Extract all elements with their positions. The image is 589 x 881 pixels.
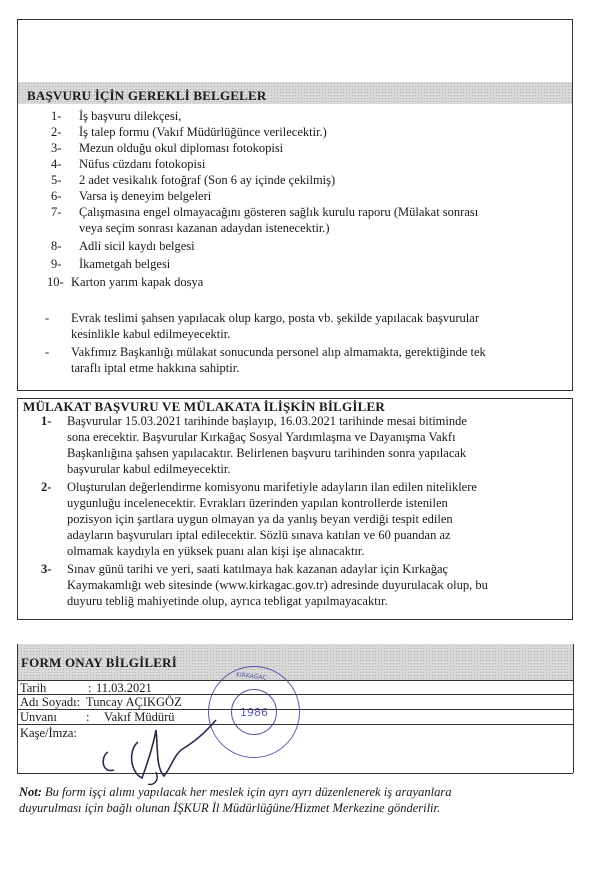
documents-title: BAŞVURU İÇİN GEREKLİ BELGELER bbox=[27, 88, 267, 103]
list-item-line: Sınav günü tarihi ve yeri, saati katılmaya hak kazanan adaylar için Kırkağaç bbox=[67, 562, 449, 576]
signature-icon bbox=[98, 712, 228, 788]
list-item-line: olmamak kaydıyla en yüksek puanı alan kişi işe alınacaktır. bbox=[67, 544, 365, 558]
table-rule bbox=[17, 644, 18, 773]
stamp-top-text: KIRKAĞAÇ bbox=[235, 671, 267, 682]
list-item-number: 2- bbox=[41, 480, 52, 494]
footer-note-line2: duyurulması için bağlı olunan İŞKUR İl Müdürlüğüne/Hizmet Merkezine gönderilir. bbox=[19, 801, 441, 815]
note-dash: - bbox=[45, 311, 50, 325]
list-item: 2 adet vesikalık fotoğraf (Son 6 ay içinde çekilmiş) bbox=[79, 173, 336, 187]
list-item-number: 10- bbox=[47, 275, 64, 289]
list-item-number: 8- bbox=[51, 239, 62, 253]
list-item-number: 3- bbox=[51, 141, 62, 155]
row-value-title: Vakıf Müdürü bbox=[104, 710, 175, 724]
footer-note-line1 bbox=[19, 785, 451, 799]
list-item-line: Kaymakamlığı web sitesinde (www.kirkagac.gov.tr) adresinde duyurulacak olup, bu bbox=[67, 578, 488, 592]
list-item-number: 1- bbox=[41, 414, 52, 428]
footer-note-prefix: Not: bbox=[19, 785, 42, 799]
list-item: Çalışmasına engel olmayacağını gösteren sağlık kurulu raporu (Mülakat sonrası bbox=[79, 205, 479, 219]
table-rule bbox=[573, 644, 574, 773]
list-item-number: 4- bbox=[51, 157, 62, 171]
list-item-line: pozisyon için şartlara uygun olmayan ya da yanlış beyan verdiği tespit edilen bbox=[67, 512, 453, 526]
list-item: İş talep formu (Vakıf Müdürlüğünce verilecektir.) bbox=[79, 125, 327, 139]
stamp-year: 1986 bbox=[240, 705, 268, 719]
list-item-line: sona erecektir. Başvurular Kırkağaç Sosyal Yardımlaşma ve Dayanışma Vakfı bbox=[67, 430, 456, 444]
row-sep: : bbox=[88, 681, 92, 695]
list-item: Nüfus cüzdanı fotokopisi bbox=[79, 157, 206, 171]
list-item: İkametgah belgesi bbox=[79, 257, 171, 271]
row-sep: : bbox=[86, 710, 90, 724]
list-item-number: 6- bbox=[51, 189, 62, 203]
list-item-line: Oluşturulan değerlendirme komisyonu marifetiyle adayların ilan edilen niteliklere bbox=[67, 480, 477, 494]
row-value-name: Tuncay AÇIKGÖZ bbox=[86, 695, 182, 709]
row-label-signature: Kaşe/İmza: bbox=[20, 726, 77, 740]
row-label-date: Tarih bbox=[20, 681, 47, 695]
list-item-number: 1- bbox=[51, 109, 62, 123]
note-line: taraflı iptal etme hakkına sahiptir. bbox=[71, 361, 240, 375]
row-label-name: Adı Soyadı: bbox=[20, 695, 81, 709]
footer-note-text: Bu form işçi alımı yapılacak her meslek için ayrı ayrı düzenlenerek iş arayanlara bbox=[41, 785, 452, 799]
list-item: Varsa iş deneyim belgeleri bbox=[79, 189, 212, 203]
list-item-number: 9- bbox=[51, 257, 62, 271]
list-item: İş başvuru dilekçesi, bbox=[79, 109, 182, 123]
row-label-title: Unvanı bbox=[20, 710, 57, 724]
list-item: Karton yarım kapak dosya bbox=[71, 275, 204, 289]
list-item-line: duyuru tebliğ mahiyetinde olup, ayrıca tebligat yapılmayacaktır. bbox=[67, 594, 388, 608]
list-item-line: Başkanlığına şahsen yapılacaktır. Belirlenen başvuru tarihinden sonra yapılacak bbox=[67, 446, 467, 460]
list-item-number: 2- bbox=[51, 125, 62, 139]
list-item-continuation: veya seçim sonrası kazanan adaydan istenecektir.) bbox=[79, 221, 330, 235]
list-item-number: 5- bbox=[51, 173, 62, 187]
list-item: Mezun olduğu okul diploması fotokopisi bbox=[79, 141, 284, 155]
note-dash: - bbox=[45, 345, 50, 359]
list-item-number: 3- bbox=[41, 562, 52, 576]
list-item-line: adayların başvuruları iptal edilecektir. Sözlü sınava katılan ve 60 puandan az bbox=[67, 528, 451, 542]
stamp-center bbox=[231, 689, 277, 735]
note-line: kesinlikle kabul edilmeyecektir. bbox=[71, 327, 231, 341]
list-item: Adli sicil kaydı belgesi bbox=[79, 239, 195, 253]
list-item-number: 7- bbox=[51, 205, 62, 219]
list-item-line: Başvurular 15.03.2021 tarihinde başlayıp, 16.03.2021 tarihinde mesai bitiminde bbox=[67, 414, 467, 428]
note-line: Evrak teslimi şahsen yapılacak olup kargo, posta vb. şekilde yapılacak başvurular bbox=[71, 311, 479, 325]
list-item-line: başvurular kabul edilmeyecektir. bbox=[67, 462, 231, 476]
row-value-date: 11.03.2021 bbox=[96, 681, 152, 695]
approval-title: FORM ONAY BİLGİLERİ bbox=[21, 655, 177, 670]
list-item-line: uygunluğu incelenecektir. Evrakları üzerinden yapılan kontrollerde istenilen bbox=[67, 496, 448, 510]
note-line: Vakfımız Başkanlığı mülakat sonucunda personel alıp almamakta, gerektiğinde tek bbox=[71, 345, 486, 359]
interview-title: MÜLAKAT BAŞVURU VE MÜLAKATA İLİŞKİN BİLGİLER bbox=[23, 399, 385, 414]
